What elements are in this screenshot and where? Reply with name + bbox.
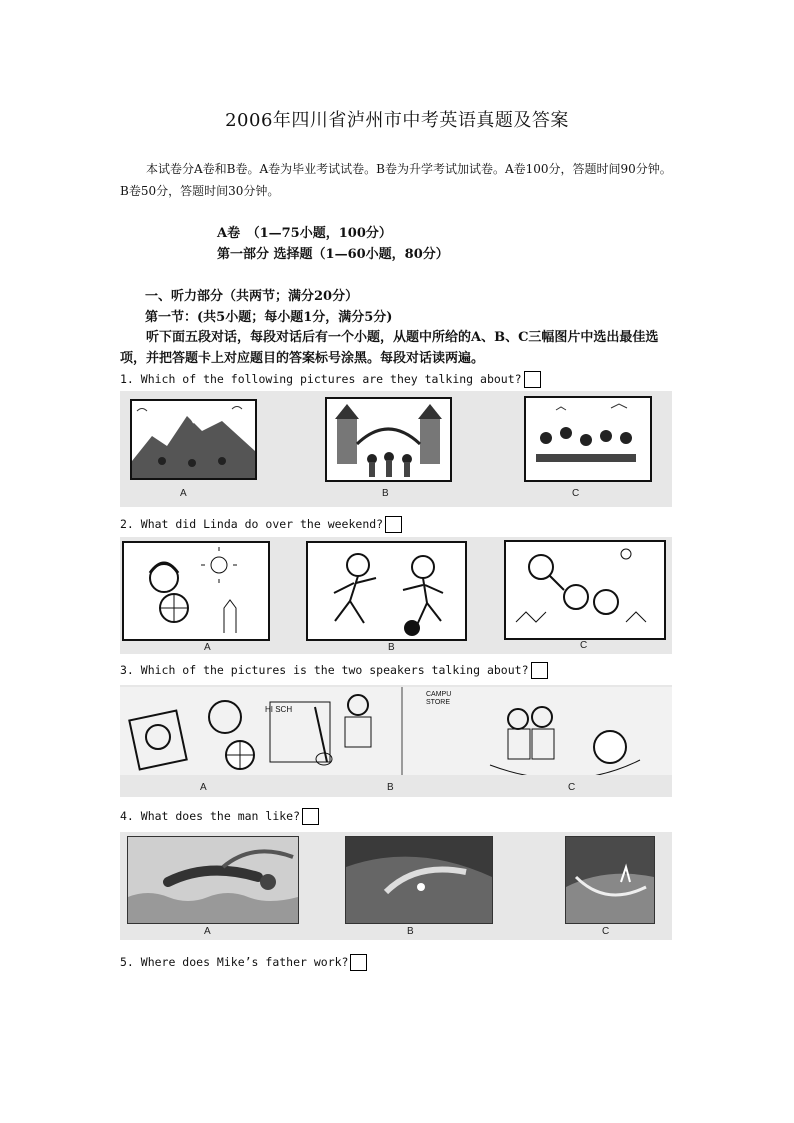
section-one-heading: 第一节：(共5小题；每小题1分，满分5分) (145, 310, 393, 325)
exam-intro: 本试卷分A卷和B卷。A卷为毕业考试试卷。B卷为升学考试加试卷。A卷100分，答题时间90分钟。B卷50分，答题时间30分钟。 (120, 162, 672, 198)
q2-label-a: A (204, 642, 211, 653)
question-1-pictures (120, 391, 672, 507)
q1-picture-c[interactable] (524, 396, 652, 482)
question-2-pictures (120, 537, 672, 654)
question-3 (120, 662, 548, 679)
q3-label-b: B (387, 782, 394, 793)
question-4-pictures (120, 832, 672, 940)
listening-heading: 一、听力部分（共两节；满分20分） (145, 289, 359, 304)
question-1-text: 1. Which of the following pictures are they talking about? (120, 372, 522, 386)
q4-picture-a[interactable] (127, 836, 299, 924)
question-4-text: 4. What does the man like? (120, 809, 301, 823)
q2-label-b: B (388, 642, 395, 653)
q1-label-a: A (180, 488, 187, 499)
q1-label-b: B (382, 488, 389, 499)
listening-instruction: 听下面五段对话，每段对话后有一个小题，从题中所给的A、B、C三幅图片中选出最佳选项，并把答题卡上对应题目的答案标号涂黑。每段对话读两遍。 (120, 330, 659, 366)
answer-box-2[interactable] (385, 516, 402, 533)
answer-box-3[interactable] (531, 662, 548, 679)
q3-sign-b: HI SCH (265, 705, 293, 714)
q4-picture-c[interactable] (565, 836, 655, 924)
q3-sign-c: CAMPU STORE (426, 691, 452, 706)
q4-label-b: B (407, 926, 414, 937)
q1-picture-a[interactable] (130, 399, 257, 480)
question-2 (120, 516, 402, 533)
question-5-text: 5. Where does Mike’s father work? (120, 955, 349, 969)
q4-label-c: C (602, 926, 610, 937)
q1-label-c: C (572, 488, 580, 499)
q4-picture-b[interactable] (345, 836, 493, 924)
q4-label-a: A (204, 926, 211, 937)
page-title: 2006年四川省泸州市中考英语真题及答案 (225, 110, 569, 131)
q2-picture-a[interactable] (122, 541, 270, 641)
question-5 (120, 954, 367, 971)
q3-label-c: C (568, 782, 576, 793)
q3-label-a: A (200, 782, 207, 793)
answer-box-4[interactable] (302, 808, 319, 825)
question-2-text: 2. What did Linda do over the weekend? (120, 517, 384, 531)
question-4 (120, 808, 319, 825)
q2-picture-b[interactable] (306, 541, 467, 641)
question-3-pictures (120, 685, 672, 797)
question-1 (120, 371, 541, 388)
answer-box-1[interactable] (524, 371, 541, 388)
q2-label-c: C (580, 640, 588, 651)
q3-scene (120, 687, 672, 775)
part-one-heading: 第一部分 选择题（1—60小题，80分） (217, 247, 449, 262)
answer-box-5[interactable] (350, 954, 367, 971)
question-3-text: 3. Which of the pictures is the two speakers talking about? (120, 663, 529, 677)
q2-picture-c[interactable] (504, 540, 666, 640)
section-a-heading: A卷 （1—75小题，100分） (217, 226, 392, 241)
q1-picture-b[interactable] (325, 397, 452, 482)
